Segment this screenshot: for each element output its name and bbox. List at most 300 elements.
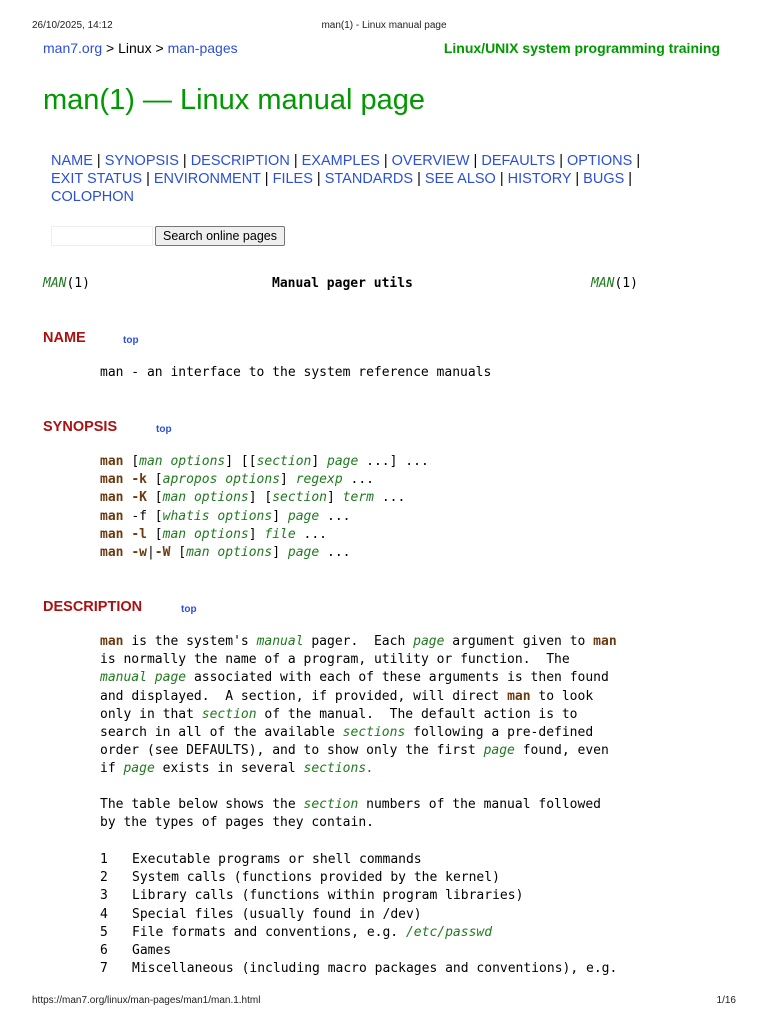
- argument-token: options: [217, 508, 273, 524]
- text-token: contain.: [311, 815, 374, 831]
- text-token: Each: [373, 634, 406, 649]
- section-number: 6: [100, 943, 108, 959]
- argument-token: page: [483, 743, 515, 759]
- text-token: found: [312, 906, 352, 922]
- toc-separator: |: [142, 171, 154, 187]
- flag-token: -K: [131, 490, 147, 506]
- text-token: ...: [303, 526, 328, 542]
- synopsis-line: [100, 489, 429, 507]
- text-token: [210, 689, 226, 704]
- text-token: [311, 707, 319, 722]
- text-token: [320, 961, 328, 976]
- text-token: available: [264, 725, 335, 741]
- toc-separator: |: [289, 153, 302, 169]
- toc-link-bugs[interactable]: BUGS: [583, 171, 625, 187]
- text-token: pre-defined: [507, 725, 594, 741]
- text-token: a: [287, 652, 296, 668]
- text-token: and: [272, 743, 296, 759]
- text-token: [319, 743, 327, 758]
- text-token: [421, 797, 429, 812]
- text-token: System: [132, 870, 179, 886]
- text-token: [: [154, 490, 163, 506]
- description-line: [100, 742, 617, 760]
- text-token: The: [546, 652, 570, 668]
- text-token: the: [272, 797, 296, 812]
- text-token: [554, 707, 562, 722]
- text-token: [405, 689, 413, 704]
- text-token: [531, 652, 547, 667]
- text-token: exists: [162, 761, 210, 777]
- text-token: libraries): [445, 888, 524, 904]
- text-token: of: [428, 797, 445, 812]
- flag-token: -k: [131, 472, 147, 488]
- text-token: [: [131, 454, 140, 469]
- text-token: all: [178, 725, 202, 741]
- toc-link-name[interactable]: NAME: [51, 153, 93, 169]
- flag-token: -w: [131, 545, 147, 561]
- breadcrumb-separator: >: [102, 40, 119, 56]
- header-left-section: (1): [66, 276, 90, 291]
- text-token: and: [233, 924, 258, 940]
- text-token: is: [100, 652, 116, 668]
- text-token: search: [100, 725, 147, 741]
- toc-link-synopsis[interactable]: SYNOPSIS: [104, 153, 179, 169]
- section-number: 5: [100, 924, 108, 940]
- text-token: [358, 634, 374, 649]
- table-row: [100, 851, 617, 869]
- text-token: [319, 509, 327, 524]
- text-token: [437, 888, 445, 903]
- text-token: [320, 888, 328, 903]
- toc-separator: |: [632, 153, 641, 169]
- argument-token: sections: [342, 725, 406, 741]
- text-token: first: [436, 743, 476, 759]
- top-link[interactable]: top: [123, 335, 139, 346]
- text-token: shell: [312, 852, 352, 867]
- text-token: followed: [538, 797, 601, 812]
- flag-token: -W: [154, 545, 171, 561]
- command-token: man: [100, 490, 124, 506]
- argument-token: manual: [100, 670, 147, 686]
- text-token: of: [264, 706, 281, 722]
- argument-token: section: [272, 490, 328, 506]
- text-token: Executable: [132, 852, 211, 867]
- text-token: [499, 725, 507, 740]
- text-token: [147, 472, 155, 487]
- text-token: [147, 670, 155, 685]
- text-token: default: [420, 706, 476, 722]
- text-token: system's: [186, 634, 249, 649]
- description-paragraph: [100, 796, 601, 832]
- argument-token: apropos: [162, 472, 218, 488]
- text-token: they: [272, 815, 304, 831]
- text-token: calls: [186, 870, 226, 886]
- text-token: these: [381, 670, 421, 686]
- text-token: [358, 454, 366, 469]
- text-token: [406, 870, 414, 885]
- description-line: [100, 688, 617, 706]
- text-token: ...: [366, 454, 390, 469]
- table-of-contents: [51, 152, 671, 206]
- text-token: normally: [123, 652, 187, 668]
- text-token: [163, 925, 171, 940]
- text-token: following: [413, 725, 484, 741]
- description-line: [100, 814, 601, 832]
- text-token: [296, 743, 304, 758]
- description-line: [100, 724, 617, 742]
- text-token: of: [201, 815, 218, 831]
- command-token: man: [100, 526, 124, 542]
- command-token: man: [593, 634, 617, 649]
- text-token: [155, 761, 163, 776]
- text-token: e.g.: [586, 961, 618, 977]
- search-online-pages-button[interactable]: Search online pages: [155, 226, 285, 246]
- text-token: [234, 961, 242, 976]
- top-link[interactable]: top: [156, 424, 172, 435]
- print-footer-url: https://man7.org/linux/man-pages/man1/man.1.html: [32, 995, 261, 1006]
- section-number: 7: [100, 961, 108, 977]
- text-token: [: [154, 472, 163, 488]
- print-page-number: 1/16: [716, 995, 736, 1006]
- text-token: [178, 634, 186, 649]
- text-token: [194, 815, 202, 830]
- text-token: shows: [225, 797, 265, 812]
- text-token: programs: [218, 852, 281, 867]
- text-token: by: [100, 815, 116, 831]
- print-datetime: 26/10/2025, 14:12: [32, 20, 113, 31]
- toc-separator: |: [178, 153, 191, 169]
- text-token: [225, 725, 233, 740]
- text-token: [288, 472, 296, 487]
- page-header-right: [591, 276, 638, 291]
- description-line: [100, 706, 617, 724]
- top-link[interactable]: top: [181, 604, 197, 615]
- toc-link-description[interactable]: DESCRIPTION: [190, 153, 290, 169]
- text-token: provided,: [334, 688, 406, 704]
- text-token: [147, 815, 155, 830]
- text-token: [375, 888, 383, 903]
- toc-link-defaults[interactable]: DEFAULTS: [481, 153, 556, 169]
- synopsis-line: [100, 508, 429, 526]
- text-token: commands: [359, 852, 422, 867]
- text-token: [: [264, 490, 273, 506]
- header-right-name: MAN: [591, 276, 615, 291]
- text-token: [351, 907, 359, 922]
- text-token: [249, 634, 257, 649]
- text-token: [226, 870, 234, 885]
- toc-link-history[interactable]: HISTORY: [507, 171, 572, 187]
- text-token: ]: [225, 454, 234, 469]
- text-token: (functions: [241, 888, 320, 904]
- text-token: [186, 490, 194, 505]
- text-token: then: [530, 670, 562, 686]
- argument-token: man: [162, 526, 187, 542]
- section-heading-description: DESCRIPTION: [43, 599, 143, 615]
- page-header-left: [43, 276, 90, 291]
- text-token: [429, 652, 437, 667]
- text-token: [179, 870, 187, 885]
- text-token: the: [233, 725, 257, 741]
- print-page-title: man(1) - Linux manual page: [321, 20, 447, 31]
- synopsis-line: [100, 526, 429, 544]
- text-token: [147, 527, 155, 542]
- text-token: function.: [460, 652, 531, 668]
- text-token: [202, 725, 210, 740]
- synopsis-block: [100, 453, 429, 562]
- text-token: if: [311, 688, 328, 704]
- text-token: [281, 852, 289, 867]
- text-token: [: [154, 508, 163, 524]
- text-token: [139, 743, 147, 758]
- text-token: (including: [241, 961, 320, 977]
- text-token: [187, 888, 195, 903]
- text-token: pager.: [311, 634, 359, 649]
- text-token: [398, 925, 406, 940]
- text-token: [147, 725, 155, 740]
- header-left-name: MAN: [43, 276, 67, 291]
- text-token: if: [100, 761, 116, 777]
- section-number: 4: [100, 906, 108, 922]
- section-heading-name: NAME: [43, 330, 86, 346]
- text-token: [476, 743, 484, 758]
- text-token: [499, 689, 507, 704]
- text-token: to: [561, 706, 578, 722]
- text-token: [335, 490, 343, 505]
- text-token: [570, 743, 578, 758]
- text-token: pages: [225, 815, 265, 831]
- text-token: [147, 490, 155, 505]
- toc-link-options[interactable]: OPTIONS: [567, 153, 633, 169]
- text-token: the: [154, 634, 179, 649]
- header-right-section: (1): [614, 276, 638, 291]
- text-token: (see: [146, 743, 179, 759]
- text-token: [296, 527, 304, 542]
- text-token: files: [194, 906, 234, 922]
- text-token: [405, 634, 413, 649]
- text-token: given: [522, 634, 562, 649]
- text-token: (functions: [233, 870, 313, 886]
- text-token: [476, 707, 484, 722]
- text-token: ...: [350, 472, 374, 488]
- argument-token: term: [342, 490, 374, 506]
- toc-separator: |: [260, 171, 273, 187]
- text-token: the: [405, 743, 429, 759]
- text-token: [374, 670, 382, 685]
- text-token: section,: [240, 688, 304, 704]
- text-token: kernel): [445, 870, 500, 886]
- breadcrumb-home-link[interactable]: man7.org: [43, 40, 103, 56]
- synopsis-line: [100, 471, 429, 489]
- text-token: argument: [452, 634, 515, 649]
- text-token: ]: [272, 545, 281, 561]
- text-token: or: [288, 852, 305, 867]
- argument-token: section: [201, 706, 257, 722]
- synopsis-line: [100, 544, 429, 562]
- text-token: types: [154, 815, 194, 831]
- text-token: [452, 652, 460, 667]
- text-token: ]: [327, 490, 335, 506]
- text-token: [280, 545, 288, 560]
- text-token: [515, 743, 523, 758]
- argument-token: options: [193, 526, 249, 542]
- toc-link-overview[interactable]: OVERVIEW: [391, 153, 470, 169]
- toc-separator: |: [495, 171, 508, 187]
- text-token: ...: [405, 454, 429, 469]
- text-token: A: [225, 688, 234, 704]
- argument-token: options: [193, 490, 249, 506]
- text-token: formats: [171, 924, 226, 940]
- toc-link-files[interactable]: FILES: [272, 171, 313, 187]
- argument-token: options: [225, 472, 281, 488]
- text-token: ...: [381, 490, 406, 506]
- text-token: manual: [483, 797, 531, 812]
- command-token: man: [100, 545, 124, 561]
- text-token: a: [491, 725, 500, 741]
- text-token: manual.: [319, 706, 374, 722]
- text-token: Special: [132, 906, 187, 922]
- text-token: e.g.: [366, 924, 399, 940]
- text-token: [437, 870, 445, 885]
- text-token: [335, 725, 343, 740]
- text-token: the: [452, 797, 476, 812]
- section-number: 2: [100, 870, 108, 886]
- text-token: the: [413, 870, 438, 886]
- text-token: [257, 925, 265, 940]
- text-token: The: [389, 706, 414, 722]
- argument-token: page: [413, 634, 445, 649]
- text-token: ]: [248, 526, 257, 542]
- text-token: conventions,: [265, 924, 359, 940]
- text-token: and: [100, 688, 124, 704]
- toc-link-exit-status[interactable]: EXIT STATUS: [51, 171, 143, 187]
- text-token: [312, 870, 320, 885]
- text-token: /dev): [382, 906, 422, 922]
- text-token: [413, 707, 421, 722]
- text-token: [359, 925, 367, 940]
- search-input[interactable]: [51, 226, 153, 246]
- text-token: ]: [248, 490, 257, 506]
- text-token: the: [287, 706, 312, 722]
- description-line: [100, 760, 617, 778]
- text-token: [147, 634, 155, 649]
- text-token: [: [154, 526, 163, 542]
- text-token: conventions),: [476, 961, 579, 977]
- text-token: the: [123, 815, 147, 831]
- text-token: [178, 743, 186, 758]
- table-row: [100, 906, 617, 924]
- text-token: calls: [194, 888, 234, 904]
- text-token: [311, 670, 319, 685]
- argument-token: page: [123, 761, 155, 777]
- text-token: [476, 797, 484, 812]
- text-token: [523, 670, 531, 685]
- flag-token: -l: [131, 526, 147, 542]
- text-token: show: [327, 743, 359, 759]
- command-token: man: [100, 508, 124, 524]
- toc-separator: |: [92, 153, 105, 169]
- description-line: [100, 651, 617, 669]
- command-token: man: [100, 472, 124, 488]
- text-token: below: [178, 797, 218, 812]
- text-token: in: [154, 725, 171, 741]
- text-token: DEFAULTS),: [186, 743, 265, 759]
- text-token: each: [319, 670, 351, 686]
- text-token: look: [561, 688, 594, 704]
- text-token: [234, 907, 242, 922]
- text-token: [233, 689, 241, 704]
- text-token: [280, 509, 288, 524]
- text-token: [: [248, 454, 257, 469]
- argument-token: section: [303, 797, 359, 812]
- text-token: [186, 652, 194, 667]
- argument-token: page: [287, 545, 320, 561]
- text-token: [319, 545, 327, 560]
- argument-token: manual: [256, 634, 304, 649]
- text-token: [187, 907, 195, 922]
- text-token: to: [569, 634, 586, 649]
- text-token: [367, 961, 375, 976]
- toc-link-examples[interactable]: EXAMPLES: [301, 153, 380, 169]
- description-paragraph: [100, 633, 617, 779]
- command-token: man: [100, 634, 124, 649]
- text-token: only: [100, 706, 132, 722]
- text-token: [234, 888, 242, 903]
- toc-link-colophon[interactable]: COLOPHON: [51, 189, 134, 205]
- text-token: [374, 490, 382, 505]
- argument-token: file: [264, 526, 296, 542]
- toc-link-standards[interactable]: STANDARDS: [324, 171, 414, 187]
- text-token: [: [178, 545, 187, 561]
- text-token: several: [240, 761, 296, 777]
- text-token: (usually: [241, 906, 305, 922]
- table-row: [100, 960, 617, 978]
- name-description: man - an interface to the system reference manuals: [100, 365, 492, 380]
- text-token: [296, 797, 304, 812]
- text-token: [304, 907, 312, 922]
- text-token: in: [359, 906, 375, 922]
- text-token: [319, 454, 327, 469]
- text-token: direct: [452, 688, 500, 704]
- toc-separator: |: [555, 153, 568, 169]
- toc-link-see-also[interactable]: SEE ALSO: [424, 171, 496, 187]
- text-token: [280, 652, 288, 667]
- text-token: [437, 961, 445, 976]
- text-token: [131, 707, 139, 722]
- argument-token: man: [139, 454, 163, 469]
- text-token: ...: [327, 508, 351, 524]
- text-token: ...: [327, 545, 351, 561]
- table-row: [100, 924, 617, 942]
- argument-token: page: [154, 670, 187, 686]
- training-link[interactable]: Linux/UNIX system programming training: [443, 40, 720, 56]
- breadcrumb-separator: >: [151, 40, 168, 56]
- text-token: program,: [303, 652, 367, 668]
- breadcrumb-man-pages-link[interactable]: man-pages: [167, 40, 238, 56]
- argument-token: options: [170, 454, 226, 469]
- toc-link-environment[interactable]: ENVIRONMENT: [153, 171, 261, 187]
- toc-separator: |: [413, 171, 425, 187]
- text-token: is: [538, 706, 555, 722]
- text-token: displayed.: [131, 688, 210, 704]
- argument-token: options: [217, 545, 273, 561]
- text-token: table: [131, 797, 171, 812]
- text-token: in: [217, 761, 234, 777]
- page-title: man(1) — Linux manual page: [43, 84, 426, 116]
- text-token: program: [382, 888, 438, 904]
- text-token: [233, 454, 241, 469]
- text-token: [304, 852, 312, 867]
- text-token: [366, 652, 374, 667]
